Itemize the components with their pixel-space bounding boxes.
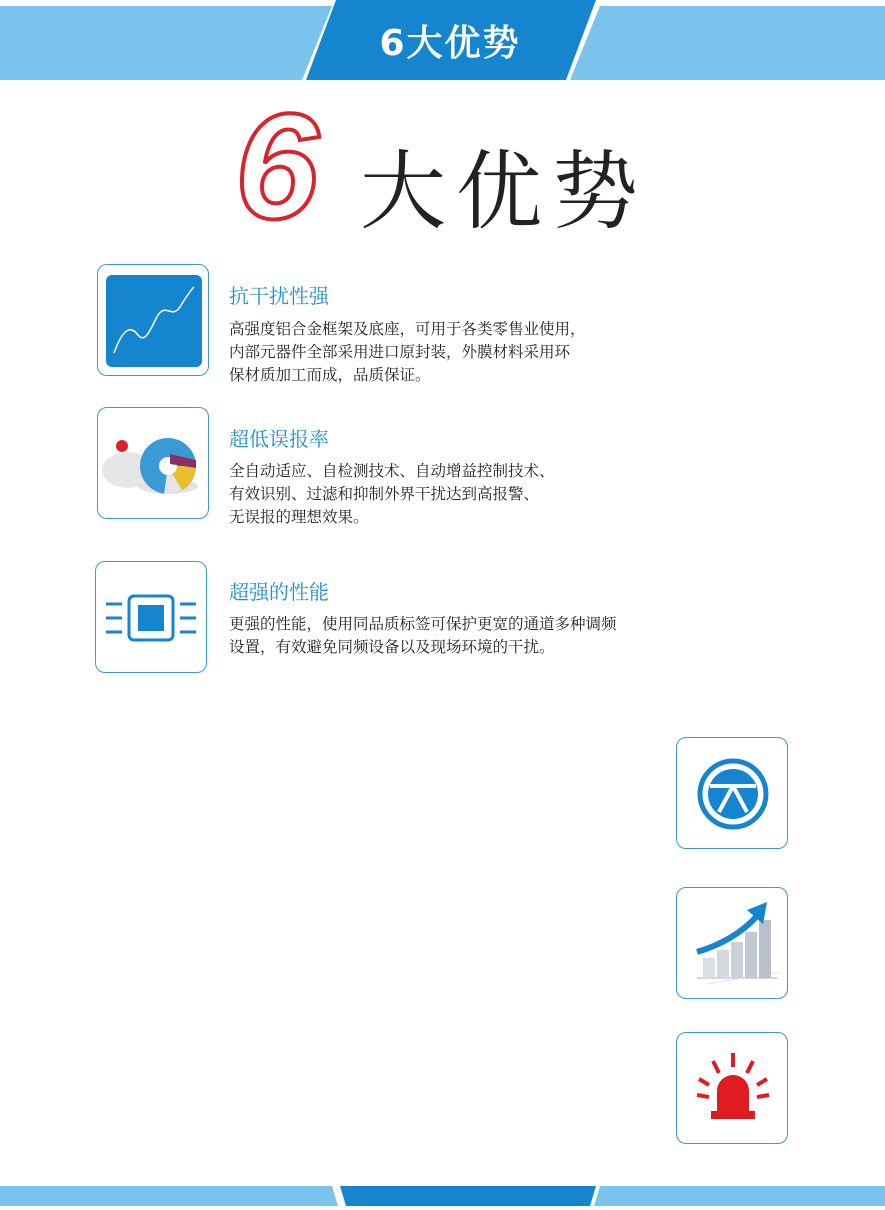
banner-title: 6大优势 — [379, 22, 521, 64]
chip-icon — [96, 562, 207, 673]
hero-text: 大优势 — [360, 142, 648, 242]
top-banner — [0, 0, 885, 80]
feature-description — [229, 460, 555, 529]
feature-description — [229, 318, 586, 387]
feature-icon-box — [676, 1032, 788, 1144]
desc-line: 高强度铝合金框架及底座，可用于各类零售业使用， — [229, 320, 586, 338]
desc-line: 内部元器件全部采用进口原封装，外膜材料采用环 — [229, 343, 571, 361]
feature-description — [229, 613, 617, 659]
feature-icon-box — [676, 737, 788, 849]
desc-line: 全自动适应、自检测技术、自动增益控制技术、 — [229, 462, 555, 480]
bottom-banner — [0, 1186, 885, 1206]
signal-wave-icon — [98, 265, 209, 376]
indicator-light-icon — [677, 738, 788, 849]
desc-line: 保材质加工而成，品质保证。 — [229, 366, 431, 384]
feature-icon-box — [97, 264, 209, 376]
desc-line: 设置，有效避免同频设备以及现场环境的干扰。 — [229, 638, 555, 656]
feature-title: 超低误报率 — [229, 427, 329, 451]
feature-title: 抗干扰性强 — [229, 284, 329, 308]
pie-chart-icon — [98, 408, 209, 519]
desc-line: 有效识别、过滤和抑制外界干扰达到高报警、 — [229, 485, 540, 503]
hero-number: 6 — [235, 100, 319, 230]
growth-bars-icon — [677, 888, 788, 999]
feature-icon-box — [97, 407, 209, 519]
feature-icon-box — [676, 887, 788, 999]
hero-number-graphic — [235, 100, 355, 230]
feature-icon-box — [95, 561, 207, 673]
desc-line: 无误报的理想效果。 — [229, 508, 369, 526]
alarm-siren-icon — [677, 1033, 788, 1144]
feature-title: 超强的性能 — [229, 580, 329, 604]
bottom-banner-shape — [0, 1186, 885, 1206]
hero-heading — [235, 100, 675, 242]
desc-line: 更强的性能，使用同品质标签可保护更宽的通道多种调频 — [229, 615, 617, 633]
